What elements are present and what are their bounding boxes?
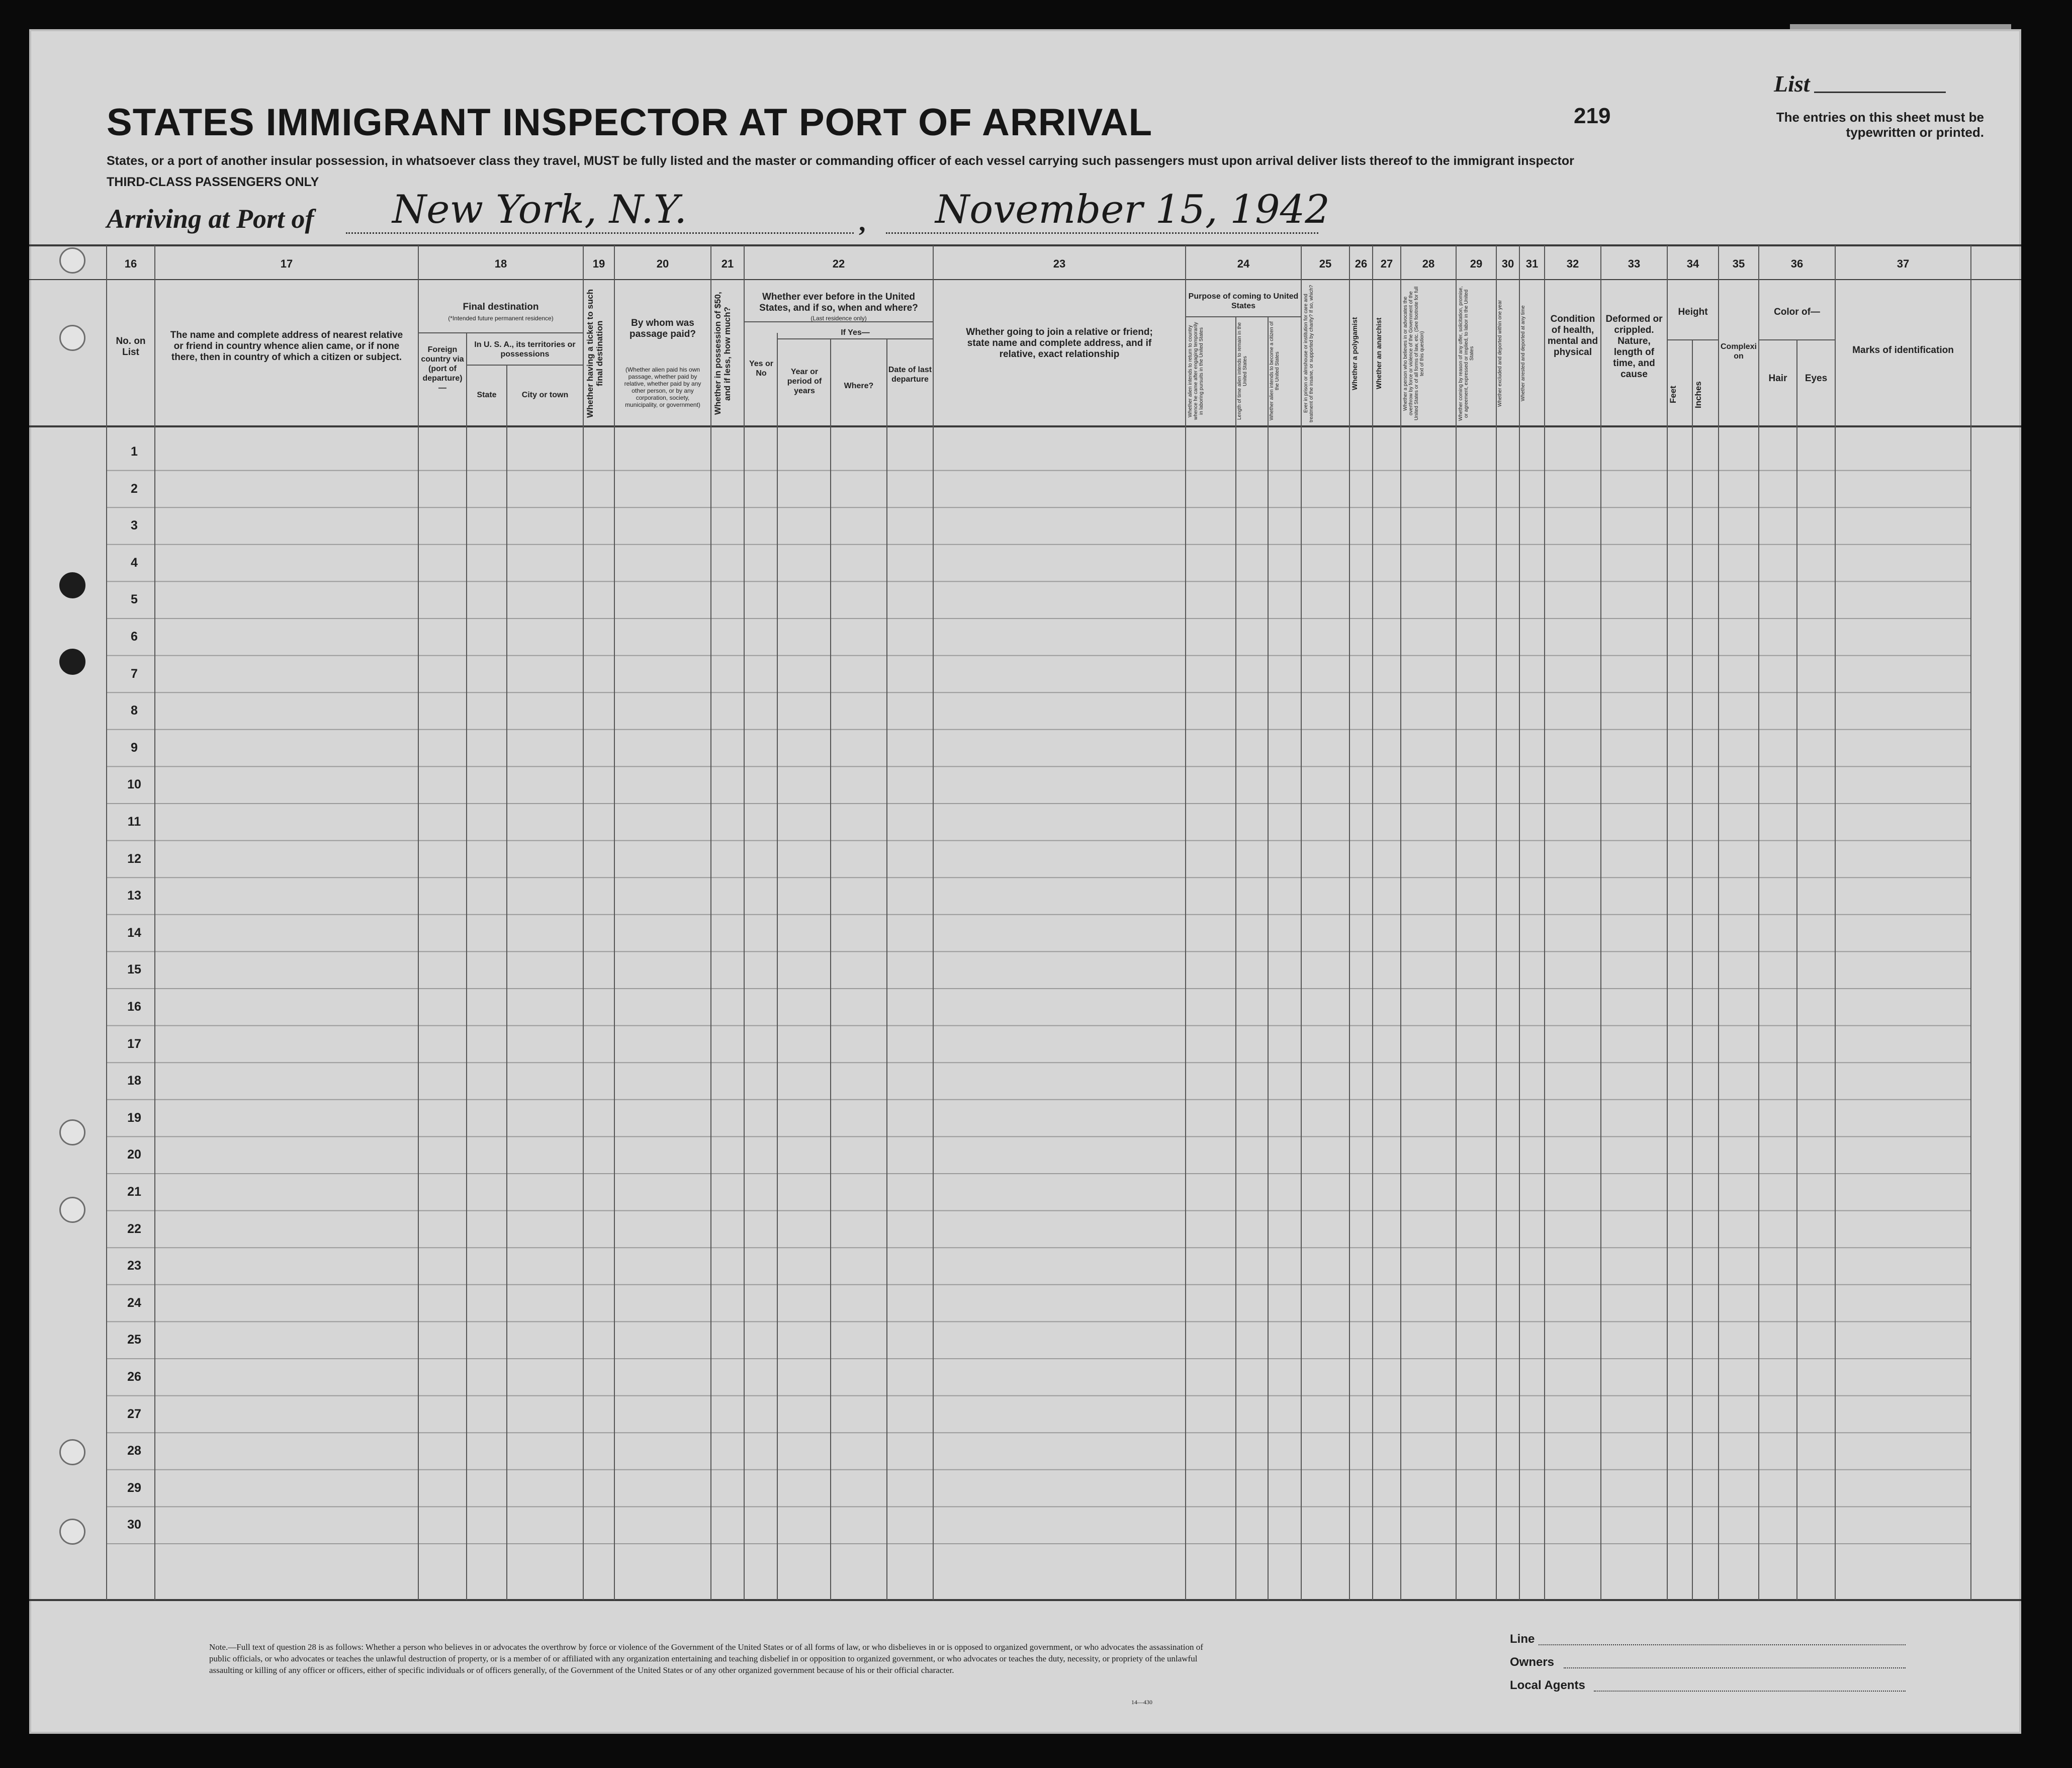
owners-label: Owners	[1510, 1655, 1555, 1669]
row-number: 3	[131, 518, 138, 533]
column-number: 22	[832, 257, 845, 270]
header-deformed-crippled: Deformed or crippled. Nature, length of time, and cause	[1605, 314, 1663, 380]
row-number: 13	[127, 889, 141, 903]
row-number: 23	[127, 1259, 141, 1273]
column-number: 34	[1686, 257, 1699, 270]
header-labor-offer: Whether coming by reason of any offer, solicitation, promise, or agreement, expressed or implied, to labor in the United States	[1458, 286, 1475, 421]
local-agents-blank	[1594, 1691, 1906, 1692]
column-number: 20	[656, 257, 669, 270]
row-number: 21	[127, 1185, 141, 1199]
row-number: 7	[131, 666, 138, 681]
row-number: 6	[131, 630, 138, 644]
column-number: 31	[1525, 257, 1539, 270]
row-number: 24	[127, 1295, 141, 1310]
header-polygamist: Whether a polygamist	[1350, 317, 1359, 390]
column-lines	[107, 245, 1971, 1600]
header-inches: Inches	[1693, 381, 1703, 408]
list-label: List	[1774, 71, 1810, 97]
row-number: 9	[131, 740, 138, 755]
column-number: 29	[1470, 257, 1483, 270]
header-final-destination-note: (*Intended future permanent residence)	[448, 315, 554, 322]
row-number: 4	[131, 555, 138, 570]
row-number: 17	[127, 1036, 141, 1051]
row-number: 5	[131, 592, 138, 607]
header-ever-before-in-us: Whether ever before in the United States, and if so, when and where?	[759, 292, 918, 313]
sheet-number: 219	[1574, 104, 1611, 128]
typewritten-instructions: The entries on this sheet must be typewritten or printed.	[1776, 110, 1984, 140]
row-number: 12	[127, 851, 141, 866]
header-length-of-stay: Length of time alien intends to remain in the United States	[1237, 322, 1248, 420]
row-number: 11	[127, 815, 141, 829]
row-number: 26	[127, 1370, 141, 1384]
column-number: 16	[124, 257, 137, 270]
handwritten-date: November 15, 1942	[935, 187, 1330, 232]
row-number: 25	[127, 1333, 141, 1347]
form-title: STATES IMMIGRANT INSPECTOR AT PORT OF ARRIVAL	[107, 101, 1153, 144]
header-condition-of-health: Condition of health, mental and physical	[1547, 314, 1598, 358]
column-number: 36	[1790, 257, 1804, 270]
header-ticket: Whether having a ticket to such final destination	[585, 289, 604, 418]
column-number: 27	[1380, 257, 1393, 270]
column-number: 17	[280, 257, 293, 270]
subtitle-line: States, or a port of another insular possession, in whatsoever class they travel, MUST be fully listed and the master or commanding officer of each vessel carrying such passengers must upon arrival deliver lists thereof to the immigrant inspector	[107, 154, 1574, 168]
column-number: 18	[494, 257, 507, 270]
header-year-or-period: Year or period of years	[787, 368, 822, 395]
row-number: 28	[127, 1444, 141, 1458]
column-number: 28	[1422, 257, 1435, 270]
header-anarchist: Whether an anarchist	[1375, 317, 1383, 390]
footnote-question-28: Note.—Full text of question 28 is as follows: Whether a person who believes in or advocates the overthrow by force or violence of the Government of the United States or of all forms of law, or who disbelieves in or is opposed to organized government, or who advocates the assassination of public officials, or who advocates or teaches the unlawful destruction of property, or is a member of or affiliated with any organization entertaining and teaching disbelief in or opposition to organized government, or who advocates or teaches the duty, necessity, or propriety of the unlawful assaulting or killing of any officer or officers, either of specific individuals or of officers generally, of the Government of the United States or of any other organized government because of his or their official character.	[209, 1642, 1203, 1675]
header-joining-relative: Whether going to join a relative or friend; state name and complete address, and if relative, exact relationship	[966, 327, 1153, 360]
row-number: 1	[131, 445, 138, 459]
header-complexion: Complexion	[1720, 342, 1757, 361]
header-return-intent: Whether alien intends to return to country whence he came after engaging temporarily in laboring pursuits in the United States	[1188, 322, 1204, 420]
header-eyes: Eyes	[1805, 373, 1828, 384]
header-no-on-list: No. on List	[116, 336, 146, 358]
row-number: 2	[131, 481, 138, 496]
separator-comma: ,	[859, 207, 866, 237]
column-number: 25	[1319, 257, 1332, 270]
header-yes-or-no: Yes or No	[749, 360, 774, 378]
header-prison-almshouse: Ever in prison or almshouse or institution for care and treatment of the insane, or supported by charity? If so, which?	[1303, 285, 1314, 422]
header-foreign-country: Foreign country via (port of departure)—	[421, 345, 464, 392]
row-number: 29	[127, 1480, 141, 1495]
row-number: 15	[127, 962, 141, 977]
handwritten-port: New York, N.Y.	[392, 187, 687, 232]
row-number: 18	[127, 1074, 141, 1088]
column-number: 33	[1628, 257, 1641, 270]
passenger-class-line: THIRD-CLASS PASSENGERS ONLY	[107, 175, 319, 189]
header-date-last-departure: Date of last departure	[888, 366, 932, 384]
column-number: 32	[1566, 257, 1579, 270]
header-height: Height	[1678, 307, 1708, 317]
column-number: 26	[1355, 257, 1368, 270]
column-number: 35	[1732, 257, 1745, 270]
header-color-of: Color of—	[1774, 307, 1820, 317]
header-where: Where?	[844, 382, 874, 390]
header-purpose: Purpose of coming to United States	[1188, 292, 1299, 310]
row-number: 30	[127, 1518, 141, 1532]
line-blank	[1539, 1644, 1906, 1645]
owners-blank	[1564, 1667, 1906, 1668]
row-number: 27	[127, 1406, 141, 1421]
column-number: 37	[1897, 257, 1910, 270]
column-number: 21	[721, 257, 734, 270]
row-number: 10	[127, 777, 141, 792]
local-agents-label: Local Agents	[1510, 1678, 1585, 1692]
header-city-or-town: City or town	[521, 391, 569, 399]
header-feet: Feet	[1668, 386, 1678, 404]
header-in-usa: In U. S. A., its territories or possessions	[474, 340, 576, 359]
column-number: 24	[1237, 257, 1250, 270]
row-number: 20	[127, 1147, 141, 1162]
header-last-residence-note: (Last residence only)	[810, 315, 867, 322]
line-label: Line	[1510, 1632, 1535, 1646]
row-number: 16	[127, 1000, 141, 1014]
header-citizen-intent: Whether alien intends to become a citizen of the United States	[1269, 321, 1280, 421]
row-number: 14	[127, 925, 141, 940]
header-marks-of-identification: Marks of identification	[1852, 345, 1954, 356]
header-state: State	[477, 391, 497, 399]
row-number: 22	[127, 1221, 141, 1236]
row-number: 8	[131, 703, 138, 718]
column-number: 30	[1501, 257, 1514, 270]
header-hair: Hair	[1768, 373, 1787, 384]
header-excluded-deported: Whether excluded and deported within one year	[1497, 300, 1503, 407]
form-code: 14—430	[1131, 1699, 1152, 1706]
header-nearest-relative: The name and complete address of nearest relative or friend in country whence alien came, or if none there, then in country of which a citizen or subject.	[170, 330, 403, 363]
header-arrested-deported: Whether arrested and deported at any time	[1520, 305, 1526, 402]
column-number: 19	[592, 257, 605, 270]
column-number: 23	[1053, 257, 1066, 270]
header-passage-paid-note: (Whether alien paid his own passage, whether paid by relative, whether paid by any other person, or by any corporation, society, municipality, or government)	[624, 366, 701, 408]
header-if-yes: If Yes—	[841, 328, 870, 337]
row-lines	[107, 471, 1971, 1544]
header-fifty-dollars: Whether in possession of $50, and if less, how much?	[713, 292, 732, 415]
header-passage-paid: By whom was passage paid?	[629, 318, 696, 339]
arriving-label: Arriving at Port of	[107, 204, 314, 234]
header-overthrow-question: Whether a person who believes in or advocates the overthrow by force or violence of the Government of the United States or of all forms of law, etc. (See footnote for full text of this question)	[1403, 286, 1425, 421]
row-number: 19	[127, 1110, 141, 1125]
header-final-destination: Final destination	[463, 302, 539, 312]
